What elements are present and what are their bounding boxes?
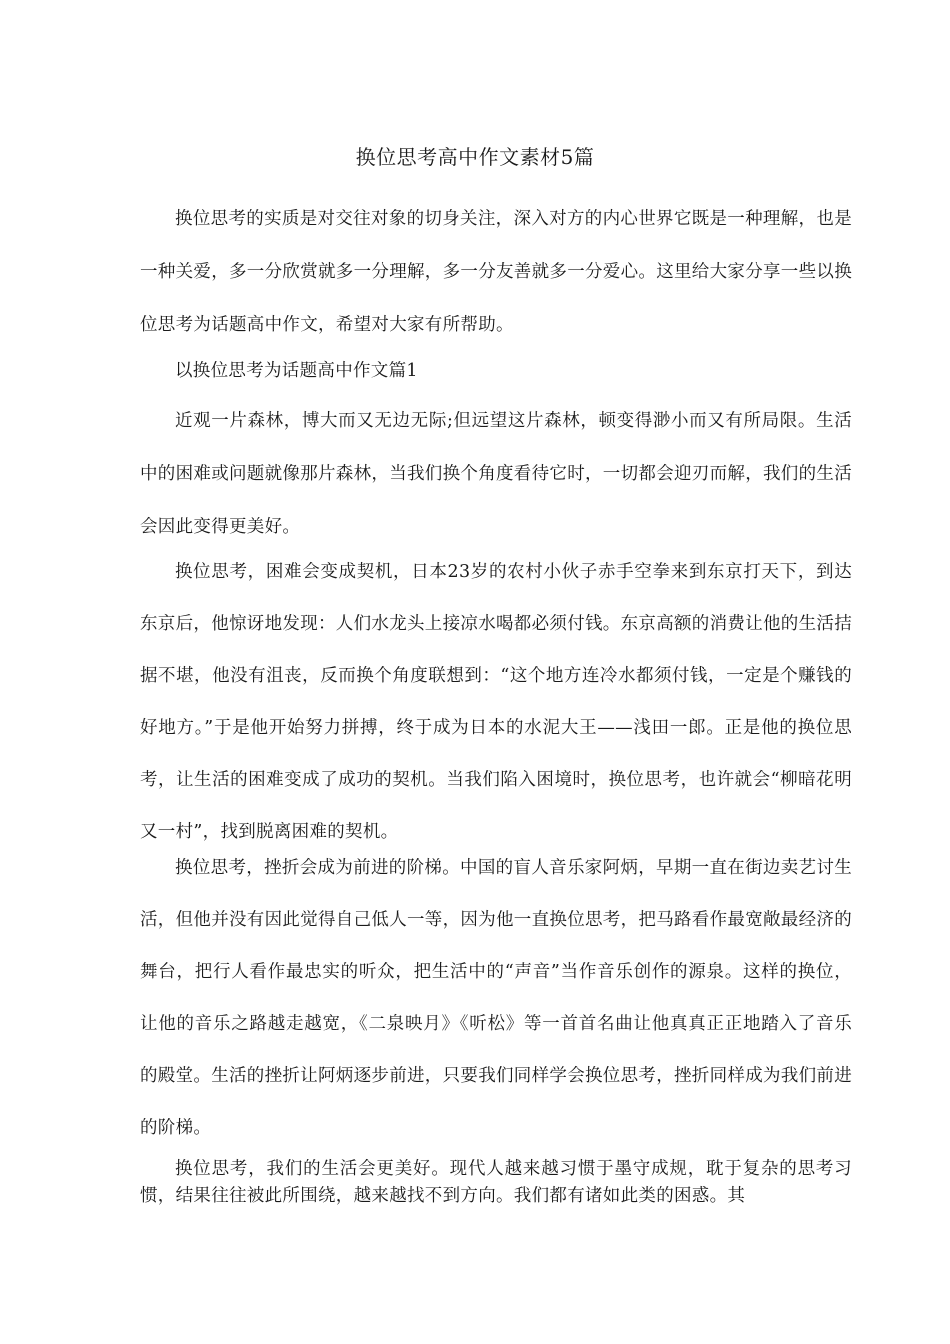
body-paragraph-2: 换位思考，困难会变成契机，日本23岁的农村小伙子赤手空拳来到东京打天下，到达东京后，他惊讶地发现：人们水龙头上接凉水喝都必须付钱。东京高额的消费让他的生活拮据不堪，他没有沮丧，反而换个角度联想到：“这个地方连冷水都须付钱，一定是个赚钱的好地方。”于是他开始努力拼搏，终于成为日本的水泥大王——浅田一郎。正是他的换位思考，让生活的困难变成了成功的契机。当我们陷入困境时，换位思考，也许就会“柳暗花明又一村”，找到脱离困难的契机。: [140, 562, 852, 842]
section-heading: 以换位思考为话题高中作文篇1: [175, 361, 418, 381]
body-paragraph-1: 近观一片森林，博大而又无边无际;但远望这片森林，顿变得渺小而又有所局限。生活中的困难或问题就像那片森林，当我们换个角度看待它时，一切都会迎刃而解，我们的生活会因此变得更美好。: [140, 411, 852, 537]
body-paragraph-4: 换位思考，我们的生活会更美好。现代人越来越习惯于墨守成规，耽于复杂的思考习惯，结果往往被此所围绕，越来越找不到方向。我们都有诸如此类的困惑。其: [140, 1159, 852, 1206]
intro-paragraph: 换位思考的实质是对交往对象的切身关注，深入对方的内心世界它既是一种理解，也是一种关爱，多一分欣赏就多一分理解，多一分友善就多一分爱心。这里给大家分享一些以换位思考为话题高中作文，希望对大家有所帮助。: [140, 209, 852, 335]
body-paragraph-3: 换位思考，挫折会成为前进的阶梯。中国的盲人音乐家阿炳，早期一直在街边卖艺讨生活，但他并没有因此觉得自己低人一等，因为他一直换位思考，把马路看作最宽敞最经济的舞台，把行人看作最忠实的听众，把生活中的“声音”当作音乐创作的源泉。这样的换位，让他的音乐之路越走越宽，《二泉映月》《听松》等一首首名曲让他真真正正地踏入了音乐的殿堂。生活的挫折让阿炳逐步前进，只要我们同样学会换位思考，挫折同样成为我们前进的阶梯。: [140, 858, 852, 1138]
document-title: 换位思考高中作文素材5篇: [355, 145, 595, 169]
